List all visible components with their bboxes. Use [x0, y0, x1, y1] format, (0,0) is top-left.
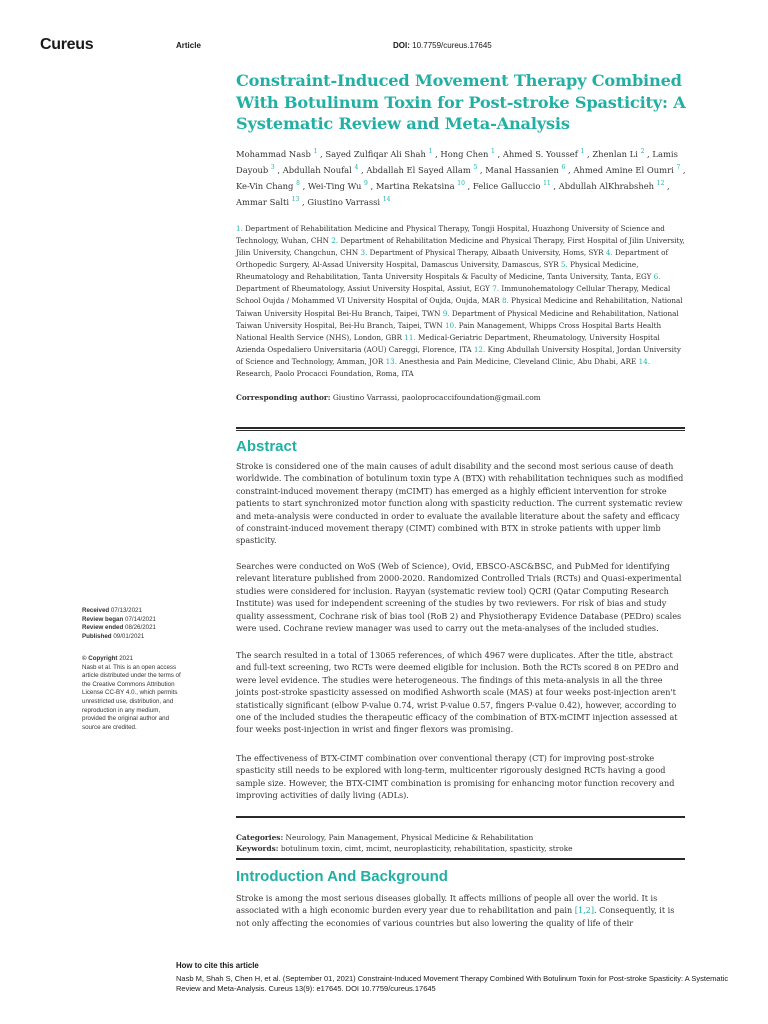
page-header [0, 36, 768, 56]
affiliation-text: Immunohematology Cellular Therapy, Medical School Oujda / Mohammed VI University Hospital of Oujda, Oujda, MAR [236, 284, 671, 306]
received-date [82, 607, 182, 616]
author-name[interactable]: Martina Rekatsina [375, 180, 455, 191]
author-affiliation-number: 11 [543, 179, 551, 187]
author-affiliation-number: 1 [580, 147, 585, 155]
author-name[interactable]: Ke-Vin Chang [236, 180, 294, 191]
review-began-date [82, 616, 182, 625]
keywords [236, 843, 686, 854]
author-affiliation-number: 1 [491, 147, 495, 155]
author-name[interactable]: Manal Hassanien [485, 164, 559, 175]
author-affiliation-number: 12 [656, 179, 665, 187]
doi-label: DOI: [393, 41, 410, 50]
published-label: Published [82, 632, 112, 640]
author-name[interactable]: Zhenlan Li [592, 148, 638, 159]
affiliation-number: 14. [638, 356, 651, 366]
affiliation-number: 10. [444, 320, 457, 330]
categories-label: Categories: [236, 833, 284, 842]
affiliation-number: 8. [501, 296, 509, 306]
abstract-paragraph-1: Stroke is considered one of the main causes of adult disability and the second most serious cause of death worldwide. The combination of botulinum toxin type A (BTX) with rehabilitation techniques such as modified constraint-induced movement therapy (mCIMT) has emerged as a highly efficient intervention for stroke patients to start synchronized motor function along with spasticity reduction. The current systematic review and meta-analysis were conducted in order to evaluate the available literature about the safety and efficacy of constraint-induced movement therapy (CIMT) combined with BTX in stroke patients with upper limb spasticity. [236, 461, 684, 546]
affiliation-number: 3. [360, 248, 368, 258]
affiliation-text: Physical Medicine, Rheumatology and Rehabilitation, Tanta University Hospitals & Faculty of Medicine, Tanta University, Tanta, EGY [236, 260, 652, 282]
affiliation-text: Anesthesia and Pain Medicine, Cleveland Clinic, Abu Dhabi, ARE [399, 356, 637, 366]
affiliation-text: Department of Orthopedic Surgery, Al-Assad University Hospital, Damascus University, Damascus, SYR [236, 248, 669, 270]
published-value: 09/01/2021 [113, 632, 145, 640]
corresponding-author [236, 393, 686, 402]
author-affiliation-number: 13 [291, 195, 300, 203]
author-name[interactable]: Abdallah El Sayed Allam [366, 164, 471, 175]
abstract-paragraph-3: The search resulted in a total of 13065 references, of which 4967 were duplicates. After the title, abstract and full-text screening, two RCTs were deemed eligible for inclusion. Both the RCTs scored 8 on PEDro and were level evidence. The studies were heterogeneous. The findings of this meta-analysis in all the three joints post-stroke spasticity assessed on modified Ashworth scale (MAS) at four weeks post-injection aren't statistically significant (elbow P-value 0.74, wrist P-value 0.57, fingers P-value 0.42), however, according to one of the included studies the therapeutic efficacy of the combination of BTX-mCIMT injection assessed at four weeks post-injection in wrist and finger flexors was promising. [236, 650, 679, 735]
section-divider [236, 858, 685, 860]
author-name[interactable]: Hong Chen [440, 148, 489, 159]
author-affiliation-number: 9 [364, 179, 368, 187]
author-affiliation-number: 4 [354, 163, 359, 171]
keywords-label: Keywords: [236, 844, 279, 853]
copyright-notice [82, 655, 182, 732]
how-to-cite [176, 961, 736, 995]
affiliation-number: 9. [442, 308, 450, 318]
author-name[interactable]: Ammar Salti [236, 196, 290, 207]
cureus-logo[interactable]: Cureus [40, 36, 94, 53]
abstract-paragraph-2: Searches were conducted on WoS (Web of Science), Ovid, EBSCO-ASC&BSC, and PubMed for identifying relevant literature published from 2000-2020. Randomized Controlled Trials (RCTs) and Quasi-experimental studies were considered for inclusion. Rayyan (systematic review tool) QCRI (Qatar Computing Research Institute) was used for independent screening of the studies by two reviewers. For risk of bias and study quality assessment, Cochrane risk of bias tool (RoB 2) and Physiotherapy Evidence Database (PEDro) scales were used. Cochrane review manager was used to carry out the meta-analyses of the included studies. [236, 561, 682, 634]
author-name[interactable]: Wei-Ting Wu [307, 180, 362, 191]
author-affiliation-number: 6 [561, 163, 566, 171]
categories [236, 832, 686, 843]
received-label: Received [82, 607, 110, 614]
author-name[interactable]: Felice Galluccio [472, 180, 541, 191]
copyright-text: Nasb et al. This is an open access article distributed under the terms of the Creative Commons Attribution License CC-BY 4.0., which permits unrestricted use, distribution, and reproduction in any medium, provided the original author and source are credited. [82, 663, 181, 731]
corresponding-author-value[interactable]: Giustino Varrassi, paoloprocaccifoundation@gmail.com [332, 393, 541, 403]
received-value: 07/13/2021 [110, 607, 142, 614]
affiliation-list [236, 223, 686, 380]
keywords-value: botulinum toxin, cimt, mcimt, neuroplasticity, rehabilitation, spasticity, stroke [280, 844, 573, 853]
affiliation-text: Medical-Geriatric Department, Rheumatology, University Hospital Azienda Ospedaliero Universitaria (AOU) Careggi, Florence, ITA [236, 332, 660, 354]
intro-text: . Consequently, it is not only affecting the economies of various countries but also lowering the quality of life of their [236, 905, 675, 928]
review-began-value: 07/14/2021 [125, 615, 156, 623]
affiliation-number: 1. [236, 223, 243, 233]
author-name[interactable]: Ahmed S. Youssef [502, 148, 578, 159]
intro-text: Stroke is among the most serious diseases globally. It affects millions of people all over the world. It is associated with a high economic burden every year due to rehabilitation and pain [236, 893, 658, 916]
abstract-paragraph-4: The effectiveness of BTX-CIMT combination over conventional therapy (CT) for improving post-stroke spasticity still needs to be explored with long-term, multicenter rigorously designed RCTs having a good sample size. However, the BTX-CIMT combination is promising for enhancing motor function recovery and improving activities of daily living (ADLs). [236, 753, 675, 801]
affiliation-text: Department of Rehabilitation Medicine and Physical Therapy, First Hospital of Jilin University, Jilin University, Changchun, CHN [236, 235, 685, 258]
affiliation-number: 11. [404, 332, 416, 342]
review-ended-value: 08/26/2021 [125, 624, 156, 632]
affiliation-text: Physical Medicine and Rehabilitation, National Taiwan University Hospital Bei-Hu Branch, Taipei, TWN [236, 296, 683, 318]
copyright-year: 2021 [119, 655, 133, 662]
corresponding-author-label: Corresponding author: [236, 393, 331, 403]
review-began-label: Review began [82, 615, 124, 623]
author-name[interactable]: Lamis Dayoub [236, 148, 678, 175]
affiliation-text: Department of Rheumatology, Assiut University Hospital, Assiut, EGY [236, 284, 490, 294]
author-affiliation-number: 7 [676, 163, 681, 171]
author-name[interactable]: Abdullah AlKhrabsheh [558, 180, 655, 191]
citation-link[interactable]: [1,2] [574, 905, 594, 916]
author-name[interactable]: Abdullah Noufal [282, 164, 352, 175]
introduction-heading: Introduction And Background [236, 868, 448, 885]
affiliation-text: Department of Physical Medicine and Rehabilitation, National Taiwan University Hospital, Bei-Hu Branch, Taipei, TWN [236, 308, 679, 330]
author-affiliation-number: 14 [382, 195, 391, 203]
section-divider [236, 427, 685, 431]
categories-value[interactable]: Neurology, Pain Management, Physical Medicine & Rehabilitation [285, 833, 534, 842]
affiliation-number: 12. [473, 344, 486, 354]
how-to-cite-text: Nasb M, Shah S, Chen H, et al. (September 01, 2021) Constraint-Induced Movement Therapy Combined With Botulinum Toxin for Post-stroke Spasticity: A Systematic Review and Meta-Analysis. Cureus 13(9): e17645. DOI 10.7759/cureus.17645 [176, 973, 729, 993]
how-to-cite-heading: How to cite this article [176, 961, 259, 970]
affiliation-text: King Abdullah University Hospital, Jordan University of Science and Technology, Amman, JOR [236, 344, 681, 366]
author-affiliation-number: 8 [296, 179, 300, 187]
author-affiliation-number: 2 [640, 147, 645, 155]
author-name[interactable]: Mohammad Nasb [236, 148, 311, 159]
author-affiliation-number: 10 [457, 179, 465, 187]
author-affiliation-number: 1 [428, 147, 433, 155]
article-type-label: Article [176, 41, 201, 50]
published-date [82, 633, 182, 642]
section-divider [236, 816, 685, 818]
affiliation-text: Pain Management, Whipps Cross Hospital Barts Health National Health Service (NHS), London, GBR [236, 320, 662, 342]
author-name[interactable]: Sayed Zulfiqar Ali Shah [325, 148, 426, 159]
author-affiliation-number: 1 [313, 147, 318, 155]
doi [393, 41, 492, 50]
author-name[interactable]: Ahmed Amine El Oumri [573, 164, 674, 175]
affiliation-number: 13. [385, 356, 397, 366]
review-ended-label: Review ended [82, 624, 124, 632]
affiliation-number: 4. [605, 248, 613, 258]
author-affiliation-number: 5 [473, 163, 478, 171]
article-title: Constraint-Induced Movement Therapy Combined With Botulinum Toxin for Post-stroke Spasticity: A Systematic Review and Meta-Analysis [236, 71, 686, 133]
review-ended-date [82, 624, 182, 633]
copyright-label: © Copyright [82, 655, 118, 662]
abstract-heading: Abstract [236, 438, 297, 455]
copyright-heading [82, 655, 182, 664]
doi-value[interactable]: 10.7759/cureus.17645 [412, 41, 492, 50]
author-affiliation-number: 3 [270, 163, 275, 171]
author-list: Mohammad Nasb $^1$ , Sayed Zulfiqar Ali Shah $^1$ , Hong Chen $^1$ , Ahmed S. Youssef $^1$ , Zhenlan Li $^2$ , Lamis Dayoub $^3$ , Abdullah Noufal $^4$ , Abdallah El Sayed Allam $^5$ , Manal Hassanien $^6$ , Ahmed Amine El Oumri $^7$ , Ke-Vin Chang $^8$ , Wei-Ting Wu $^9$ , Martina Rekatsina $^{10}$ , Felice Galluccio $^{11}$ , Abdullah AlKhrabsheh $^{12}$ , Ammar Salti $^{13}$ , Giustino Varrassi $^{14}$ [236, 147, 686, 207]
author-name[interactable]: Giustino Varrassi [307, 196, 381, 207]
publication-history [82, 607, 182, 641]
affiliation-text: Research, Paolo Procacci Foundation, Roma, ITA [236, 369, 414, 378]
affiliation-number: 7. [492, 284, 500, 294]
affiliation-number: 2. [331, 235, 339, 245]
introduction-paragraph [236, 892, 686, 929]
affiliation-number: 6. [653, 272, 661, 282]
article-front-matter [236, 70, 686, 402]
affiliation-text: Department of Physical Therapy, Albaath University, Homs, SYR [369, 248, 604, 258]
categories-keywords [236, 832, 686, 854]
affiliation-number: 5. [560, 260, 568, 270]
affiliation-text: Department of Rehabilitation Medicine and Physical Therapy, Tongji Hospital, Huazhong University of Science and Technology, Wuhan, CHN [236, 223, 665, 245]
